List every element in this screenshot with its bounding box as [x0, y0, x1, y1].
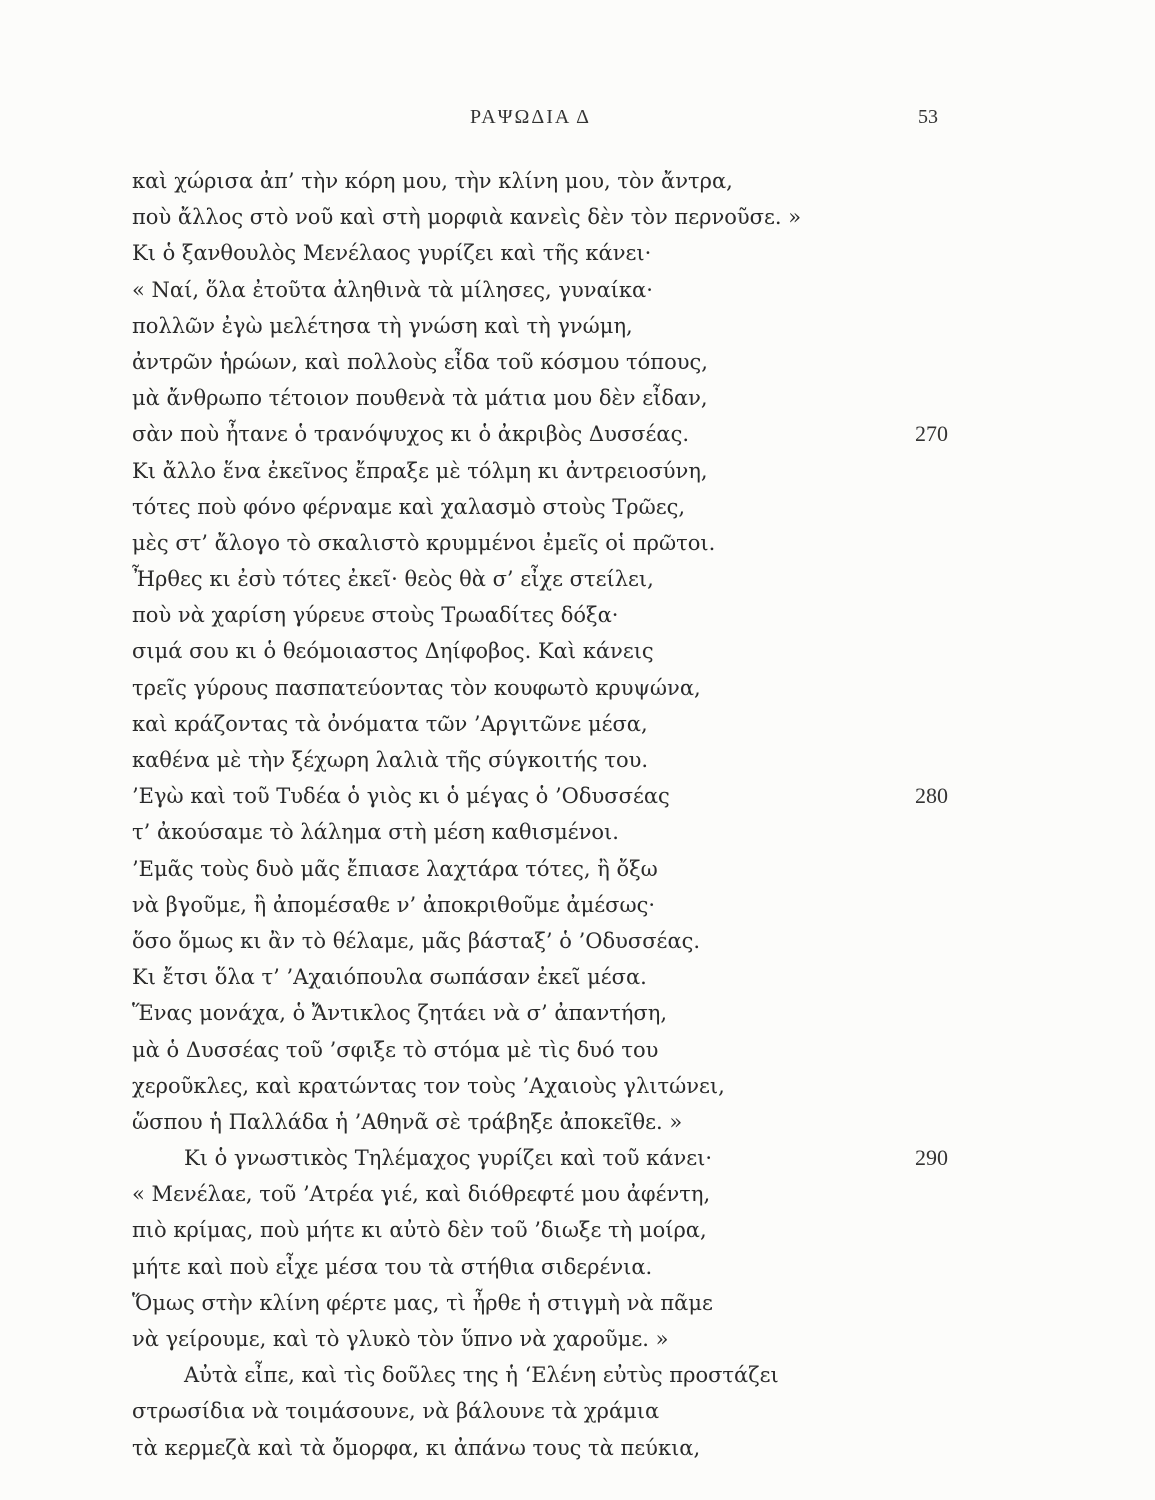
verse-line: [132, 995, 972, 1031]
verse-text: Κι ἄλλο ἕνα ἐκεῖνος ἔπραξε μὲ τόλμη κι ἀντρειοσύνη,: [132, 458, 708, 483]
line-number: 290: [915, 1145, 948, 1171]
verse-line: [132, 416, 972, 452]
verse-text: Ὅμως στὴν κλίνη φέρτε μας, τὶ ἦρθε ἡ στιγμὴ νὰ πᾶμε: [132, 1290, 713, 1315]
verse-line: [132, 272, 972, 308]
verse-text: χεροῦκλες, καὶ κρατώντας τον τοὺς ’Αχαιοὺς γλιτώνει,: [132, 1073, 725, 1098]
verse-line: [132, 1140, 972, 1176]
verse-line: [132, 453, 972, 489]
verse-text: Κι ὁ γνωστικὸς Τηλέμαχος γυρίζει καὶ τοῦ κάνει·: [184, 1146, 713, 1171]
verse-line: [132, 851, 972, 887]
line-number: 270: [915, 421, 948, 447]
verse-text: ποὺ νὰ χαρίση γύρευε στοὺς Τρωαδίτες δόξα·: [132, 603, 619, 628]
verse-text: νὰ γείρουμε, καὶ τὸ γλυκὸ τὸν ὕπνο νὰ χαροῦμε. »: [132, 1327, 669, 1351]
verse-line: [132, 1176, 972, 1212]
verse-line: [132, 887, 972, 923]
verse-text: Ἕνας μονάχα, ὁ Ἄντικλος ζητάει νὰ σ’ ἀπαντήση,: [132, 1001, 668, 1026]
verse-line: [132, 1068, 972, 1104]
verse-text: μὰ ὁ Δυσσέας τοῦ ’σφιξε τὸ στόμα μὲ τὶς δυό του: [132, 1037, 659, 1062]
verse-line: [132, 706, 972, 742]
verse-text: « Ναί, ὅλα ἐτοῦτα ἀληθινὰ τὰ μίλησες, γυναίκα·: [132, 277, 653, 302]
verse-text: καὶ χώρισα ἀπ’ τὴν κόρη μου, τὴν κλίνη μου, τὸν ἄντρα,: [132, 169, 733, 193]
verse-line: [132, 344, 972, 380]
verse-line: [132, 959, 972, 995]
page-header: [0, 106, 1155, 136]
verse-text: ποὺ ἄλλος στὸ νοῦ καὶ στὴ μορφιὰ κανεὶς δὲν τὸν περνοῦσε. »: [132, 205, 802, 230]
verse-line: [132, 923, 972, 959]
page-number: 53: [918, 106, 938, 128]
verse-line: [132, 1104, 972, 1140]
verse-line: [132, 742, 972, 778]
verse-line: [132, 633, 972, 669]
verse-line: [132, 597, 972, 633]
verse-line: [132, 1212, 972, 1248]
verse-line: [132, 670, 972, 706]
verse-line: [132, 1393, 972, 1429]
verse-text: ’Εμᾶς τοὺς δυὸ μᾶς ἔπιασε λαχτάρα τότες, ἢ ὄξω: [132, 856, 658, 881]
verse-text: Κι ἔτσι ὅλα τ’ ’Αχαιόπουλα σωπάσαν ἐκεῖ μέσα.: [132, 965, 647, 990]
verse-text: Αὐτὰ εἶπε, καὶ τὶς δοῦλες της ἡ ‘Ελένη εὐτὺς προστάζει: [184, 1363, 779, 1388]
verse-line: [132, 1357, 972, 1393]
verse-text: ὅσο ὅμως κι ἂν τὸ θέλαμε, μᾶς βάσταξ’ ὁ ’Οδυσσέας.: [132, 928, 701, 953]
verse-line: [132, 1430, 972, 1466]
verse-line: [132, 199, 972, 235]
verse-line: [132, 1032, 972, 1068]
verse-text: μήτε καὶ ποὺ εἶχε μέσα του τὰ στήθια σιδερένια.: [132, 1254, 653, 1279]
verse-text: τότες ποὺ φόνο φέρναμε καὶ χαλασμὸ στοὺς Τρῶες,: [132, 494, 686, 519]
verse-text: ὥσπου ἡ Παλλάδα ἡ ’Αθηνᾶ σὲ τράβηξε ἀποκεῖθε. »: [132, 1109, 683, 1134]
verse-line: [132, 1249, 972, 1285]
verse-text: σὰν ποὺ ἦτανε ὁ τρανόψυχος κι ὁ ἀκριβὸς Δυσσέας.: [132, 422, 690, 447]
verse-line: [132, 380, 972, 416]
running-title: ΡΑΨΩΔΙΑ Δ: [470, 106, 591, 128]
verse-text: μὰ ἄνθρωπο τέτοιον πουθενὰ τὰ μάτια μου δὲν εἶδαν,: [132, 386, 708, 411]
verse-text: πολλῶν ἐγὼ μελέτησα τὴ γνώση καὶ τὴ γνώμη,: [132, 313, 633, 338]
verse-text: Ἦρθες κι ἐσὺ τότες ἐκεῖ· θεὸς θὰ σ’ εἶχε στείλει,: [132, 567, 654, 592]
verse-block: [132, 163, 972, 1466]
verse-text: καὶ κράζοντας τὰ ὀνόματα τῶν ’Αργιτῶνε μέσα,: [132, 711, 648, 736]
verse-text: τ’ ἀκούσαμε τὸ λάλημα στὴ μέση καθισμένοι.: [132, 820, 619, 845]
verse-line: [132, 561, 972, 597]
verse-text: « Μενέλαε, τοῦ ’Ατρέα γιέ, καὶ διόθρεφτέ μου ἀφέντη,: [132, 1182, 711, 1207]
verse-text: Κι ὁ ξανθουλὸς Μενέλαος γυρίζει καὶ τῆς κάνει·: [132, 241, 652, 266]
verse-text: τρεῖς γύρους πασπατεύοντας τὸν κουφωτὸ κρυψώνα,: [132, 675, 701, 700]
line-number: 280: [915, 783, 948, 809]
verse-line: [132, 163, 972, 199]
verse-text: μὲς στ’ ἄλογο τὸ σκαλιστὸ κρυμμένοι ἐμεῖς οἱ πρῶτοι.: [132, 530, 716, 555]
verse-text: ἀντρῶν ἡρώων, καὶ πολλοὺς εἶδα τοῦ κόσμου τόπους,: [132, 349, 708, 374]
verse-line: [132, 525, 972, 561]
verse-line: [132, 814, 972, 850]
verse-text: πιὸ κρίμας, ποὺ μήτε κι αὐτὸ δὲν τοῦ ’διωξε τὴ μοίρα,: [132, 1218, 707, 1243]
verse-line: [132, 1285, 972, 1321]
verse-text: στρωσίδια νὰ τοιμάσουνε, νὰ βάλουνε τὰ χράμια: [132, 1399, 660, 1424]
verse-line: [132, 308, 972, 344]
verse-text: σιμά σου κι ὁ θεόμοιαστος Δηίφοβος. Καὶ κάνεις: [132, 639, 654, 664]
verse-text: νὰ βγοῦμε, ἢ ἀπομέσαθε ν’ ἀποκριθοῦμε ἀμέσως·: [132, 892, 656, 917]
verse-line: [132, 778, 972, 814]
verse-text: καθένα μὲ τὴν ξέχωρη λαλιὰ τῆς σύγκοιτής του.: [132, 748, 649, 772]
verse-line: [132, 235, 972, 271]
verse-text: τὰ κερμεζὰ καὶ τὰ ὄμορφα, κι ἀπάνω τους τὰ πεύκια,: [132, 1435, 701, 1460]
verse-line: [132, 489, 972, 525]
verse-text: ’Εγὼ καὶ τοῦ Τυδέα ὁ γιὸς κι ὁ μέγας ὁ ’Οδυσσέας: [132, 784, 670, 809]
verse-line: [132, 1321, 972, 1357]
